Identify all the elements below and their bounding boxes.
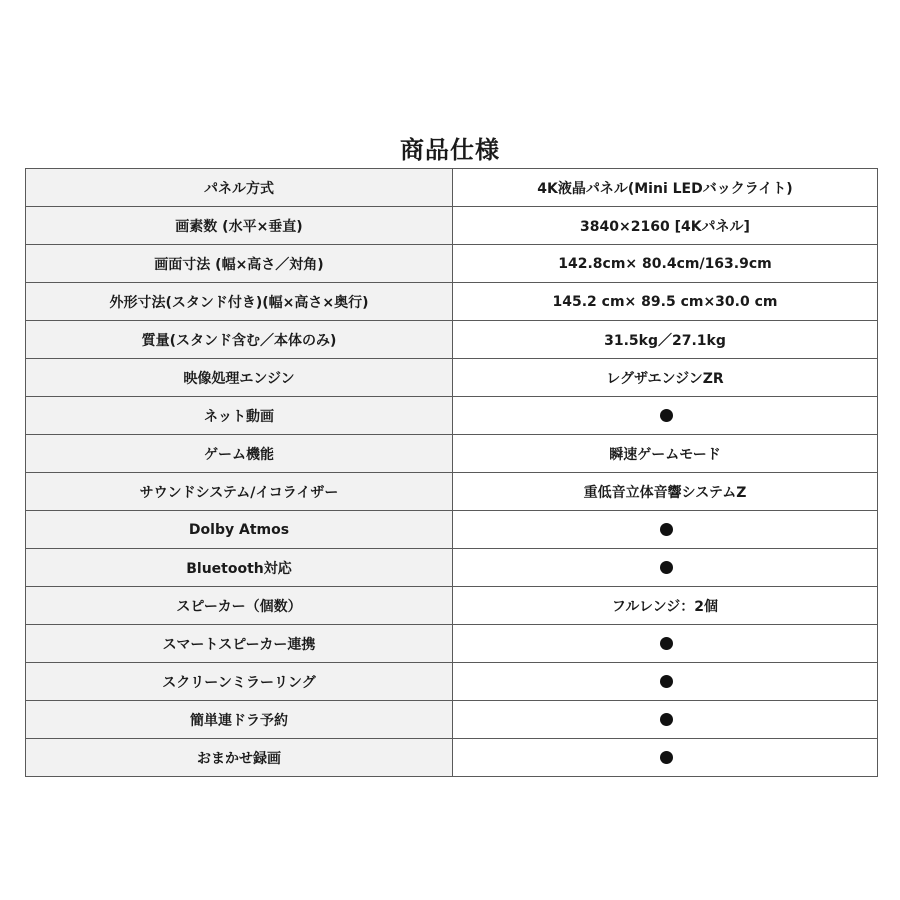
spec-row (26, 473, 878, 511)
supported-bullet-icon (660, 561, 673, 574)
spec-label: サウンドシステム/イコライザー (26, 473, 453, 511)
spec-value: 4K液晶パネル(Mini LEDバックライト) (453, 169, 878, 207)
spec-row (26, 587, 878, 625)
spec-label: 外形寸法(スタンド付き)(幅×高さ×奥行) (26, 283, 453, 321)
spec-label: Dolby Atmos (26, 511, 453, 549)
spec-label: 質量(スタンド含む／本体のみ) (26, 321, 453, 359)
spec-label: スマートスピーカー連携 (26, 625, 453, 663)
spec-label: スクリーンミラーリング (26, 663, 453, 701)
spec-label: ネット動画 (26, 397, 453, 435)
supported-bullet-icon (660, 637, 673, 650)
spec-row (26, 283, 878, 321)
spec-label: 画面寸法 (幅×高さ／対角) (26, 245, 453, 283)
spec-value: 145.2 cm× 89.5 cm×30.0 cm (453, 283, 878, 321)
spec-value: 142.8cm× 80.4cm/163.9cm (453, 245, 878, 283)
spec-label: スピーカー（個数） (26, 587, 453, 625)
spec-value (453, 511, 878, 549)
spec-value (453, 701, 878, 739)
spec-value: 3840×2160 [4Kパネル] (453, 207, 878, 245)
supported-bullet-icon (660, 751, 673, 764)
spec-value (453, 663, 878, 701)
supported-bullet-icon (660, 713, 673, 726)
spec-row (26, 359, 878, 397)
spec-value (453, 549, 878, 587)
spec-value (453, 397, 878, 435)
spec-label: パネル方式 (26, 169, 453, 207)
spec-label: Bluetooth対応 (26, 549, 453, 587)
spec-value: レグザエンジンZR (453, 359, 878, 397)
spec-table-body (26, 169, 878, 777)
spec-label: 画素数 (水平×垂直) (26, 207, 453, 245)
spec-row (26, 663, 878, 701)
spec-value: 31.5kg／27.1kg (453, 321, 878, 359)
spec-row (26, 701, 878, 739)
spec-row (26, 397, 878, 435)
spec-row (26, 625, 878, 663)
spec-label: ゲーム機能 (26, 435, 453, 473)
supported-bullet-icon (660, 675, 673, 688)
spec-value: フルレンジ：2個 (453, 587, 878, 625)
supported-bullet-icon (660, 523, 673, 536)
spec-row (26, 321, 878, 359)
spec-row (26, 549, 878, 587)
spec-row (26, 169, 878, 207)
spec-label: 映像処理エンジン (26, 359, 453, 397)
spec-row (26, 511, 878, 549)
spec-label: おまかせ録画 (26, 739, 453, 777)
spec-value (453, 625, 878, 663)
spec-value: 瞬速ゲームモード (453, 435, 878, 473)
spec-value (453, 739, 878, 777)
spec-row (26, 739, 878, 777)
spec-label: 簡単連ドラ予約 (26, 701, 453, 739)
supported-bullet-icon (660, 409, 673, 422)
spec-value: 重低音立体音響システムZ (453, 473, 878, 511)
spec-row (26, 245, 878, 283)
spec-row (26, 435, 878, 473)
page-title: 商品仕様 (400, 136, 500, 164)
spec-row (26, 207, 878, 245)
spec-table (25, 168, 878, 777)
